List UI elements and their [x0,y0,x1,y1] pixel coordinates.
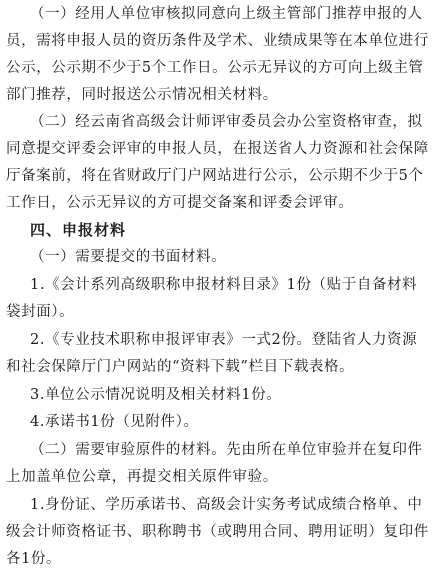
text-line: （二）经云南省高级会计师评审委员会办公室资格审查，拟 [30,114,423,130]
text-line: 同意提交评委会评审的申报人员，在报送省人力资源和社会保障 [6,141,429,157]
text-line: （一）经用人单位审核拟同意向上级主管部门推荐申报的人 [30,6,423,22]
text-line: 上加盖单位公章，再提交相关原件审验。 [6,469,278,485]
heading-text: 四、申报材料 [30,221,127,239]
list-item [0,382,437,409]
text-line: 员，需将申报人员的资历条件及学术、业绩成果等在本单位进行 [6,33,429,49]
list-item [0,327,437,381]
text-line: 厅备案前，将在省财政厅门户网站进行公示，公示期不少于5个 [6,168,424,184]
subsection-written-materials [0,244,437,271]
text-line: 1.身份证、学历承诺书、高级会计实务考试成绩合格单、中 [30,497,423,513]
subsection-original-documents [0,437,437,491]
paragraph-qualification-review [0,109,437,217]
list-item [0,409,437,436]
text-line: 部门推荐，同时报送公示情况相关材料。 [6,87,278,103]
text-line: 4.承诺书1份（见附件）。 [30,414,199,430]
section-heading [0,217,437,244]
text-line: 工作日，公示无异议的方可提交备案和评委会评审。 [6,195,354,211]
paragraph-unit-review [0,1,437,109]
text-line: 1.《会计系列高级职称申报材料目录》1份（贴于自备材料 [30,277,418,293]
text-line: 各1份。 [6,551,62,567]
text-line: 3.单位公示情况说明及相关材料1份。 [30,387,282,403]
list-item [0,272,437,326]
text-line: 级会计师资格证书、职称聘书（或聘用合同、聘用证明）复印件 [6,524,429,540]
list-item [0,492,437,573]
text-line: 和社会保障厅门户网站的“资料下载”栏目下载表格。 [6,359,355,375]
text-line: （一）需要提交的书面材料。 [30,249,227,265]
text-line: 袋封面）。 [6,304,75,320]
text-line: 公示，公示期不少于5个工作日。公示无异议的方可向上级主管 [6,60,424,76]
text-line: 2.《专业技术职称申报评审表》一式2份。登陆省人力资源 [30,332,418,348]
text-line: （二）需要审验原件的材料。先由所在单位审验并在复印件 [30,442,423,458]
